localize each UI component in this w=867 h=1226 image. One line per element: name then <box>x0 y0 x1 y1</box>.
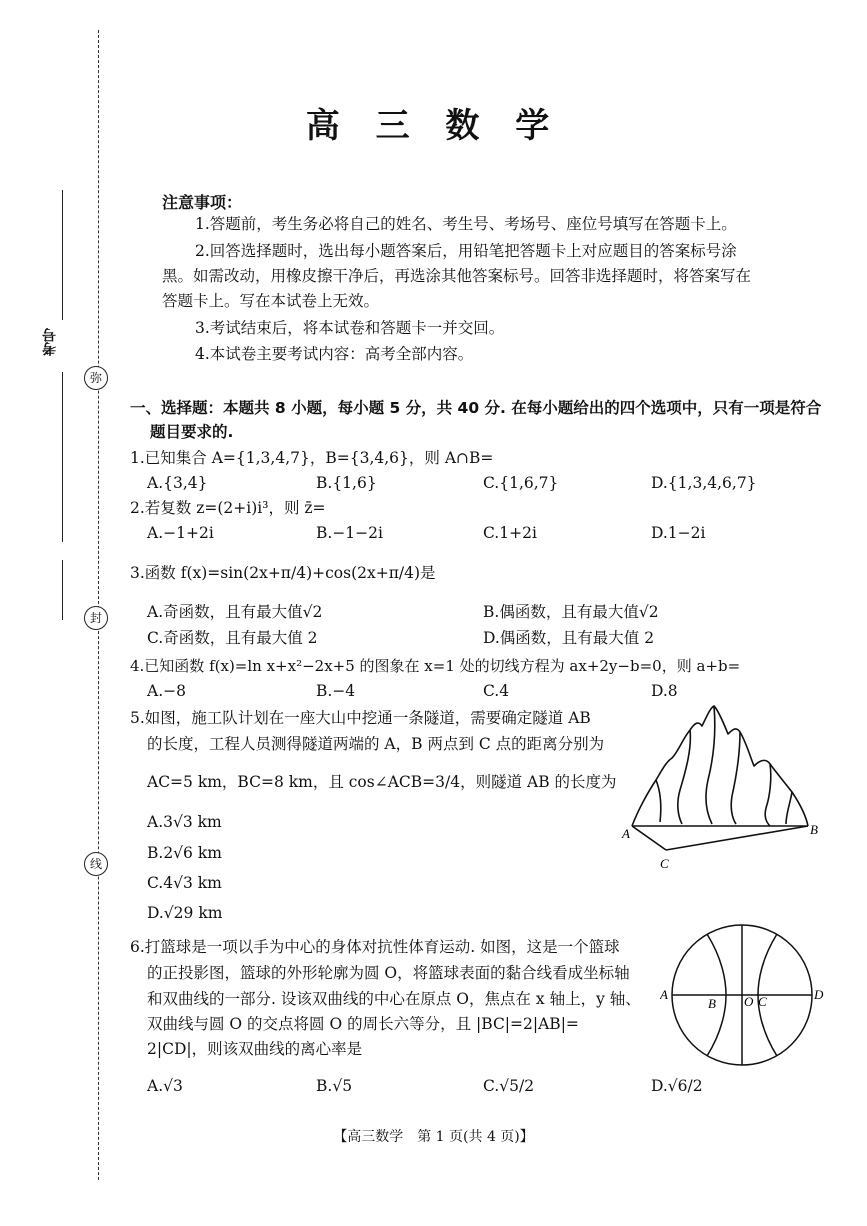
mountain-ridge-1 <box>656 780 661 822</box>
section-heading-line1: 一、选择题：本题共 8 小题，每小题 5 分，共 40 分. 在每小题给出的四个选项中，只有一项是符合 <box>130 399 822 417</box>
point-o-label: O <box>744 994 754 1009</box>
point-c-label: C <box>758 994 767 1009</box>
exam-number-line <box>62 190 63 320</box>
seal-feng: 封 <box>84 606 108 630</box>
q4-option-b: B.−4 <box>316 682 356 700</box>
q5-line3: AC=5 km，BC=8 km，且 cos∠ACB=3/4，则隧道 AB 的长度为 <box>147 773 617 791</box>
segment-ac <box>632 826 666 850</box>
section-heading-line2: 题目要求的. <box>150 423 234 441</box>
point-c-label: C <box>660 856 669 871</box>
q2-option-b: B.−1−2i <box>316 524 383 542</box>
section-heading <box>130 396 830 444</box>
mountain-ridge-2 <box>678 730 691 824</box>
q1-option-b: B.{1,6} <box>316 474 377 492</box>
q5-line1: 5.如图，施工队计划在一座大山中挖通一条隧道，需要确定隧道 AB <box>130 709 591 727</box>
point-b-label: B <box>708 996 716 1011</box>
notes-heading: 注意事项： <box>162 193 243 212</box>
seal-mi: 弥 <box>84 366 108 390</box>
q1-stem: 1.已知集合 A={1,3,4,7}，B={3,4,6}，则 A∩B= <box>130 449 494 467</box>
q6-option-d: D.√6/2 <box>651 1077 703 1095</box>
notes-item-3: 3.考试结束后，将本试卷和答题卡一并交回。 <box>195 319 505 337</box>
q3-option-d: D.偶函数，且有最大值 2 <box>483 629 655 647</box>
margin-rule-1 <box>62 372 63 542</box>
q2-option-c: C.1+2i <box>483 524 537 542</box>
q1-option-d: D.{1,3,4,6,7} <box>651 474 757 492</box>
q6-option-a: A.√3 <box>147 1077 183 1095</box>
exam-number-label: 考号 <box>42 328 58 356</box>
q3-option-b: B.偶函数，且有最大值√2 <box>483 603 659 621</box>
notes-item-2-end: 答题卡上。写在本试卷上无效。 <box>162 292 380 310</box>
q3-option-a: A.奇函数，且有最大值√2 <box>147 603 323 621</box>
notes-item-1: 1.答题前，考生务必将自己的姓名、考生号、考场号、座位号填写在答题卡上。 <box>195 215 737 233</box>
page-title: 高 三 数 学 <box>305 106 562 146</box>
q5-mountain-figure <box>620 700 830 880</box>
q3-option-c: C.奇函数，且有最大值 2 <box>147 629 318 647</box>
q5-option-d: D.√29 km <box>147 904 223 922</box>
notes-item-2: 2.回答选择题时，选出每小题答案后，用铅笔把答题卡上对应题目的答案标号涂 <box>195 242 737 260</box>
binding-dashed-line <box>98 30 99 1180</box>
mountain-ridge-6 <box>786 792 792 824</box>
q6-line1: 6.打篮球是一项以手为中心的身体对抗性体育运动. 如图，这是一个篮球 <box>130 938 620 956</box>
mountain-ridge-4 <box>731 732 740 824</box>
q4-option-c: C.4 <box>483 682 510 700</box>
q6-line4: 双曲线与圆 O 的交点将圆 O 的周长六等分，且 |BC|=2|AB|= <box>147 1015 579 1033</box>
point-a-label: A <box>622 826 630 841</box>
q4-option-a: A.−8 <box>147 682 186 700</box>
q4-stem: 4.已知函数 f(x)=ln x+x²−2x+5 的图象在 x=1 处的切线方程为 ax+2y−b=0，则 a+b= <box>130 657 741 675</box>
segment-bc <box>666 826 808 850</box>
q5-option-a: A.3√3 km <box>147 813 222 831</box>
notes-item-4: 4.本试卷主要考试内容：高考全部内容。 <box>195 345 474 363</box>
q5-option-c: C.4√3 km <box>147 874 222 892</box>
q1-option-a: A.{3,4} <box>147 474 208 492</box>
point-a-label: A <box>660 987 668 1002</box>
q6-line2: 的正投影图，篮球的外形轮廓为圆 O，将篮球表面的黏合线看成坐标轴 <box>147 964 630 982</box>
notes-item-2-cont: 黑。如需改动，用橡皮擦干净后，再选涂其他答案标号。回答非选择题时，将答案写在 <box>162 267 752 285</box>
page-footer: 【高三数学 第 1 页(共 4 页)】 <box>333 1129 534 1145</box>
q2-option-d: D.1−2i <box>651 524 706 542</box>
point-d-label: D <box>814 987 824 1002</box>
mountain-outline <box>632 706 808 826</box>
q6-option-c: C.√5/2 <box>483 1077 535 1095</box>
q5-line2: 的长度，工程人员测得隧道两端的 A，B 两点到 C 点的距离分别为 <box>147 735 605 753</box>
margin-rule-2 <box>62 560 63 620</box>
mountain-ridge-3 <box>706 706 715 824</box>
mountain-ridge-5 <box>765 764 771 826</box>
q6-option-b: B.√5 <box>316 1077 353 1095</box>
q6-line3: 和双曲线的一部分. 设该双曲线的中心在原点 O，焦点在 x 轴上，y 轴、 <box>147 990 641 1008</box>
q2-stem: 2.若复数 z=(2+i)i³，则 z̄= <box>130 499 326 517</box>
q6-basketball-figure <box>660 922 830 1068</box>
q4-option-d: D.8 <box>651 682 678 700</box>
q2-option-a: A.−1+2i <box>147 524 214 542</box>
q6-line5: 2|CD|，则该双曲线的离心率是 <box>147 1040 363 1058</box>
q3-stem: 3.函数 f(x)=sin(2x+π/4)+cos(2x+π/4)是 <box>130 564 436 582</box>
q5-option-b: B.2√6 km <box>147 844 222 862</box>
point-b-label: B <box>810 822 818 837</box>
seal-xian: 线 <box>84 852 108 876</box>
q1-option-c: C.{1,6,7} <box>483 474 559 492</box>
